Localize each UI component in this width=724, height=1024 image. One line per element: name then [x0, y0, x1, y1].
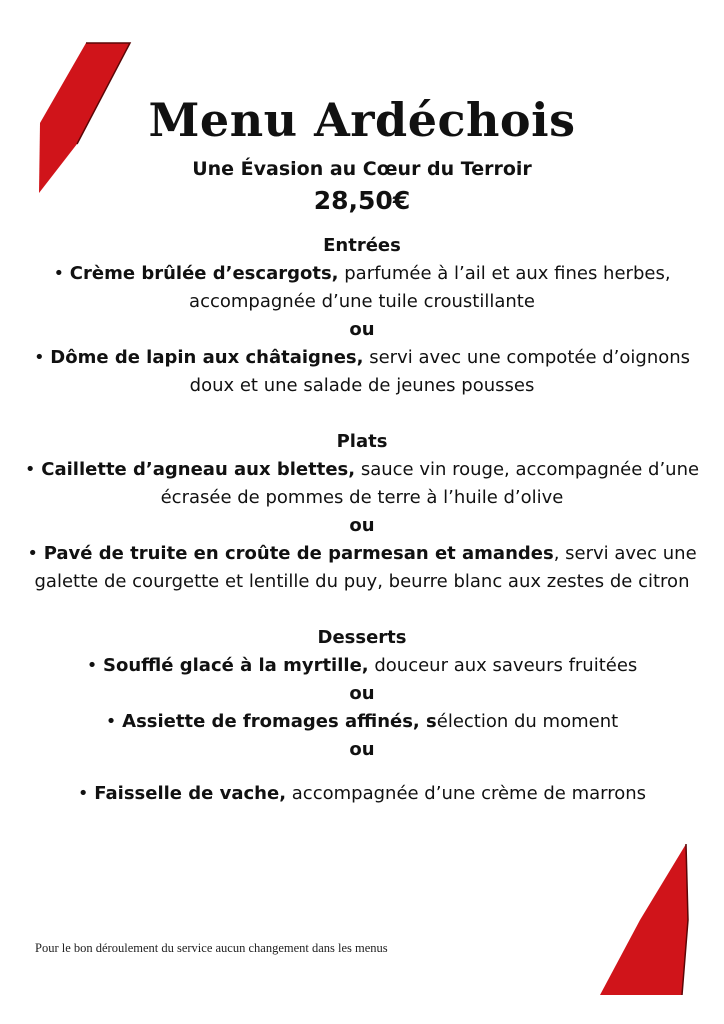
spacer: [20, 764, 704, 780]
dish-item: • Crème brûlée d’escargots, parfumée à l’ail et aux fines herbes, accompagnée d’une tuile croustillante: [53, 263, 671, 312]
section-title-desserts: Desserts: [317, 627, 407, 648]
red-ribbon-bottom-right: [598, 840, 692, 998]
menu-subtitle: Une Évasion au Cœur du Terroir: [192, 158, 532, 180]
dish-description: douceur aux saveurs fruitées: [374, 655, 638, 676]
separator-ou: ou: [349, 739, 375, 760]
dish-description: , servi avec une galette de courgette et lentille du puy, beurre blanc aux zestes de citron: [34, 543, 697, 592]
menu-title: Menu Ardéchois: [148, 93, 576, 147]
section-title-plats: Plats: [336, 431, 388, 452]
spacer: [20, 400, 704, 428]
menu-body: [20, 232, 704, 808]
dish-item: • Dôme de lapin aux châtaignes, servi avec une compotée d’oignons doux et une salade de jeunes pousses: [33, 347, 691, 396]
separator-ou: ou: [349, 683, 375, 704]
dish-name: Dôme de lapin aux châtaignes,: [50, 347, 364, 368]
dish-item: • Pavé de truite en croûte de parmesan et amandes, servi avec une galette de courgette et lentille du puy, beurre blanc aux zestes de citron: [27, 543, 697, 592]
dish-name: Faisselle de vache,: [94, 783, 287, 804]
dish-name: Crème brûlée d’escargots,: [69, 263, 339, 284]
footer-note: Pour le bon déroulement du service aucun changement dans les menus: [35, 941, 388, 955]
dish-description: accompagnée d’une crème de marrons: [291, 783, 647, 804]
menu-price: 28,50€: [313, 186, 411, 215]
section-title-entrees: Entrées: [323, 235, 401, 256]
dish-name: Caillette d’agneau aux blettes,: [41, 459, 356, 480]
dish-name: Assiette de fromages affinés, s: [122, 711, 437, 732]
dish-name: Soufflé glacé à la myrtille,: [103, 655, 369, 676]
dish-description: servi avec une compotée d’oignons doux et une salade de jeunes pousses: [189, 347, 691, 396]
dish-description: sauce vin rouge, accompagnée d’une écrasée de pommes de terre à l’huile d’olive: [160, 459, 700, 508]
dish-item: • Caillette d’agneau aux blettes, sauce vin rouge, accompagnée d’une écrasée de pommes de terre à l’huile d’olive: [24, 459, 700, 508]
dish-item: • Assiette de fromages affinés, sélection du moment: [105, 711, 619, 732]
dish-description: parfumée à l’ail et aux fines herbes, accompagnée d’une tuile croustillante: [189, 263, 671, 312]
dish-item: • Soufflé glacé à la myrtille, douceur aux saveurs fruitées: [86, 655, 638, 676]
dish-item: • Faisselle de vache, accompagnée d’une crème de marrons: [77, 783, 647, 804]
separator-ou: ou: [349, 319, 375, 340]
dish-name: Pavé de truite en croûte de parmesan et amandes: [43, 543, 554, 564]
separator-ou: ou: [349, 515, 375, 536]
spacer: [20, 596, 704, 624]
dish-description: élection du moment: [436, 711, 619, 732]
